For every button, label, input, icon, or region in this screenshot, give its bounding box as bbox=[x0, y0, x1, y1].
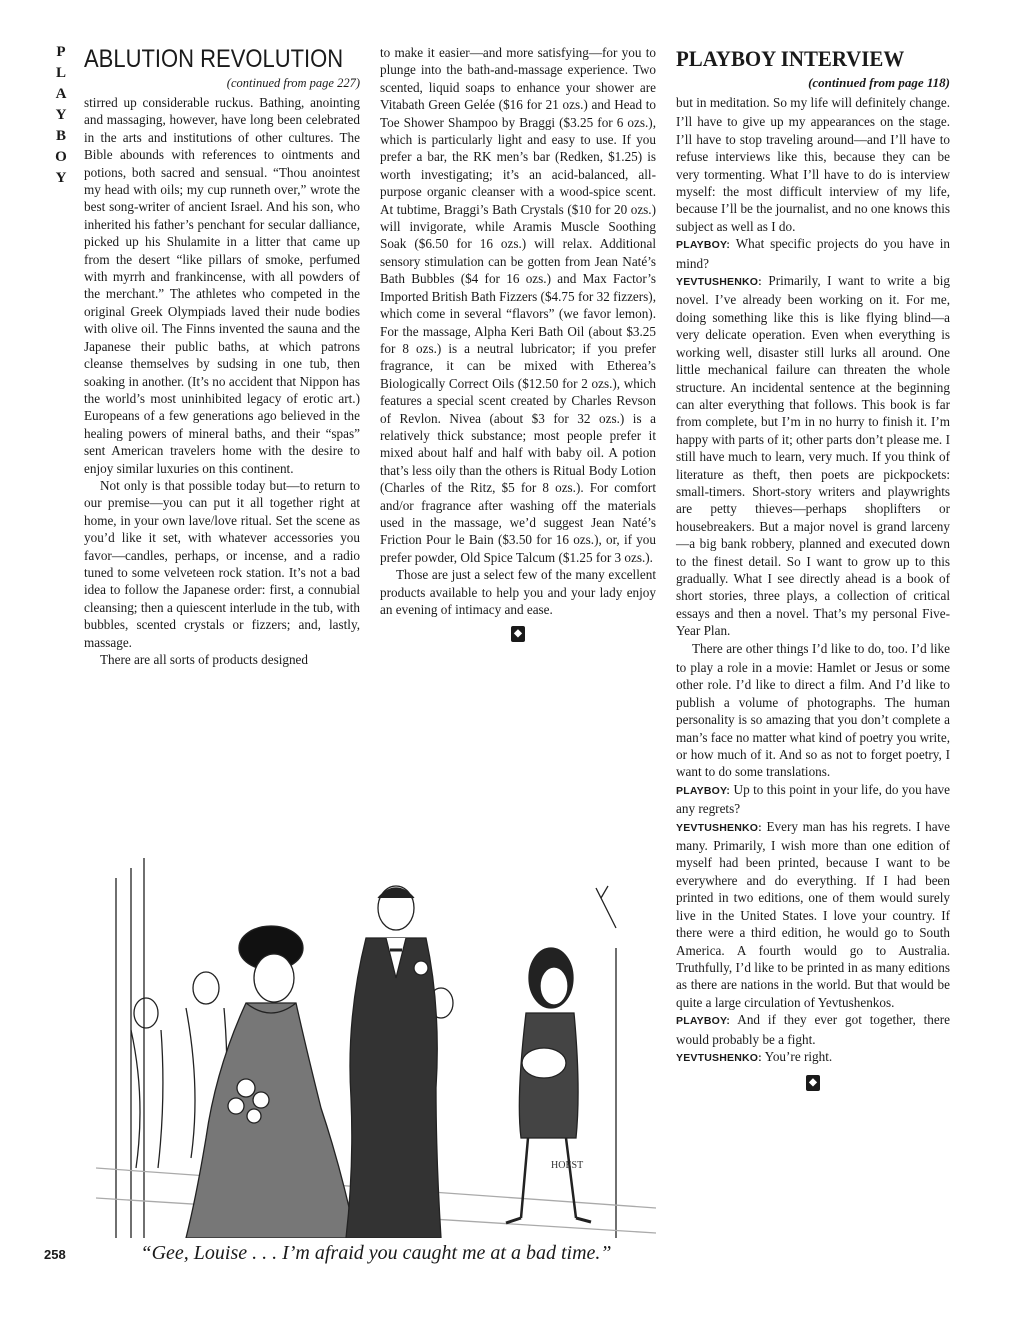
vertical-title-letter: Y bbox=[55, 107, 67, 123]
interview-block bbox=[676, 781, 950, 818]
speaker-label: PLAYBOY: bbox=[676, 1015, 731, 1028]
rabbit-end-mark-icon: ◆ bbox=[806, 1075, 820, 1091]
interview-text: There are other things I’d like to do, too. I’d like to play a role in a movie: Hamlet or Jesus or some other role. I’d like to direct a film. And I’d like to publish a volume of photographs. The human personality is so amazing that you don’t complete a man’s face no matter what kind of poetry you write, or how much of it. And so as not to forget poetry, I want to do some translations. bbox=[676, 640, 950, 780]
vertical-title-letter: P bbox=[56, 44, 66, 60]
interview-text: And if they ever got together, there would probably be a fight. bbox=[676, 1012, 950, 1047]
interview-text: What specific projects do you have in mind? bbox=[676, 236, 950, 271]
article-left-column bbox=[84, 44, 360, 668]
continued-note: (continued from page 118) bbox=[808, 75, 950, 90]
interview-text: Primarily, I want to write a big novel. I’ve already been working on it. For me, doing something like this is like flying blind—a very delicate operation. Even when everything is working well, disaster still lurks all around. One little mechanical failure can threaten the whole structure. An incidental sentence at the beginning can alter everything that follows. This book is far from complete, but I’m in no hurry to finish it. I’m happy with parts of it; other parts don’t please me. I still have much to learn, very much. If you think of literature as theft, then poets are pickpockets: small-timers. Short-story writers and playwrights are petty thieves—perhaps shoplifters or housebreakers. But a major novel is grand larceny—a big bank robbery, planned and executed down to the finest detail. So I want to grow up to this gradually. What I see directly ahead is a book of short stories, three plays, a collection of critical essays and then a novel. That’s my personal Five-Year Plan. bbox=[676, 273, 950, 639]
article-paragraph: Not only is that possible today but—to return to our premise—you can put it all together right at home, in your own lave/love ritual. Set the scene as you’d like it set, with whatever accessories you favor—candles, perhaps, or incense, and a radio tuned to some velveteen rock station. It’s not a bad idea to follow the Japanese order: first, a connubial cleansing; then a quiescent interlude in the tub, with bubbles, scented crystals or fizzers; and, lastly, massage. bbox=[84, 477, 360, 650]
interview-block bbox=[676, 235, 950, 272]
interview-block bbox=[676, 1048, 950, 1067]
vertical-title-letter: B bbox=[55, 128, 66, 144]
continued-note: (continued from page 227) bbox=[226, 76, 360, 90]
interview-headline: PLAYBOY INTERVIEW bbox=[676, 46, 905, 71]
waving-hand bbox=[596, 886, 616, 928]
cartoon-illustration bbox=[96, 838, 656, 1238]
speaker-label: YEVTUSHENKO: bbox=[676, 821, 762, 834]
vertical-magazine-title bbox=[50, 42, 72, 189]
cartoonist-signature: HOEST bbox=[551, 1160, 584, 1171]
boutonniere bbox=[414, 961, 428, 975]
article-middle-column bbox=[380, 44, 656, 642]
interview-block bbox=[676, 1011, 950, 1048]
bride-head bbox=[254, 954, 294, 1002]
interview-text: You’re right. bbox=[764, 1048, 833, 1064]
interview-block bbox=[676, 640, 950, 781]
interview-text: Every man has his regrets. I have many. Primarily, I wish more than one edition of myself had been printed, because I want to be everywhere and do everything. If I had been printed in two editions, one of them would surely live in the United States. I love your country. If there were a third edition, he would go to South America. A fourth would go to Australia. Truthfully, I’d like to be printed in as many editions as there are nations in the world. But that would be quite a large circulation of Yevtushenkos. bbox=[676, 818, 951, 1010]
vertical-title-letter: Y bbox=[55, 170, 67, 186]
speaker-label: YEVTUSHENKO: bbox=[676, 276, 762, 289]
interview-block bbox=[676, 818, 950, 1011]
vertical-title-letter: O bbox=[55, 149, 67, 165]
article-paragraph: Those are just a select few of the many excellent products available to help you and your lady enjoy an evening of intimacy and ease. bbox=[380, 567, 656, 617]
vertical-title-letter: A bbox=[55, 86, 67, 102]
interview-text: but in meditation. So my life will definitely change. I’ll have to give up my appearances on the stage. I’ll have to stop traveling around—and I’ll have to refuse interviews like this, because they can be very tormenting. What I’ll have to do is interview myself: the most difficult interview of my life, because I’ll be the journalist, and no one knows this subject as well as I do. bbox=[676, 95, 950, 234]
interview-block bbox=[676, 272, 950, 640]
speaker-label: PLAYBOY: bbox=[676, 239, 731, 252]
bride-gown bbox=[186, 1003, 356, 1238]
interview-column bbox=[676, 44, 950, 1091]
groom-tuxedo bbox=[346, 938, 441, 1238]
speaker-label: PLAYBOY: bbox=[676, 784, 731, 797]
guest-figure bbox=[193, 972, 219, 1004]
baby-figure bbox=[522, 1048, 566, 1078]
article-paragraph: There are all sorts of products designed bbox=[100, 652, 308, 667]
interview-block bbox=[676, 94, 950, 235]
interview-text: Up to this point in your life, do you have any regrets? bbox=[676, 781, 951, 817]
article-headline: ABLUTION REVOLUTION bbox=[84, 45, 344, 73]
article-paragraph: stirred up considerable ruckus. Bathing, anointing and massaging, however, have long been celebrated in the arts and institutions of other cultures. The Bible abounds with references to ointments and potions, both sacred and sensual. “Thou anointest my head with oils; my cup runneth over,” wrote the best song-writer of ancient Israel. And his son, who inherited his father’s penchant for secular dalliance, picked up his Shulamite in a litter that came up from the desert “like pillars of smoke, perfumed with myrrh and frankincense, with all powders of the merchant.” The athletes who competed in the original Greek Olympiads laved their nude bodies with olive oil. The Finns invented the sauna and the Japanese their public baths, at which patrons cleanse themselves by sudsing in one tub, then soaking in another. (It’s no accident that Nippon has the world’s most uninhibited legacy of erotic art.) Europeans of a few generations ago believed in the healing powers of mineral baths, and their “spas” sent American travelers home with the desire to enjoy similar luxuries on this continent. bbox=[84, 95, 360, 476]
article-paragraph: to make it easier—and more satisfying—for you to plunge into the bath-and-massage experience. Two scented, liquid soaps to enhance your shower are Vitabath Green Gelée ($16 for 21 ozs.) and Head to Toe Shower Shampoo by Braggi ($3.25 for 6 ozs.), which is particularly light and easy to use. If you prefer a bar, the RK men’s bar (Redken, $1.25) is worth investigating; it’s an acid-balanced, all-purpose organic cleanser with a wood-spice scent. At tubtime, Braggi’s Bath Crystals ($10 for 20 ozs.) will invigorate, while Aramis Muscle Soothing Soak ($6.50 for 16 ozs.) will relax. Additional sensory stimulation can be gotten from Jean Naté’s Bath Bubbles ($4 for 16 ozs.) and Max Factor’s Imported British Bath Fizzers ($4.75 for 32 fizzers), which come in several “flavors” (we favor lemon). For the massage, Alpha Keri Bath Oil (about $3.25 for 8 ozs.) is a neutral lubricator; if you prefer fragrance, it can be mixed with Etherea’s Biologically Correct Oils ($12.50 for 2 ozs.), which features a special scent created by Charles Revson of Revlon. Nivea (about $3 for 32 ozs.) is a relatively thick substance; most people prefer it mixed about half and half with baby oil. A potion that’s less oily than the others is Ritual Body Lotion (Charles of the Ritz, $5 for 8 ozs.). For comfort and/or fragrance after washing off the materials used in the massage, we’d suggest Jean Naté’s Friction Pour le Bain ($3.50 for 16 ozs.), or, if you prefer powder, Old Spice Talcum ($1.25 for 3 ozs.). bbox=[380, 45, 656, 565]
page-number: 258 bbox=[44, 1247, 66, 1262]
woman-face bbox=[540, 967, 568, 1005]
vertical-title-letter: L bbox=[55, 65, 66, 81]
cartoon-caption: “Gee, Louise . . . I’m afraid you caught me at a bad time.” bbox=[140, 1242, 612, 1264]
speaker-label: YEVTUSHENKO: bbox=[676, 1051, 762, 1064]
rabbit-end-mark-icon: ◆ bbox=[511, 626, 525, 642]
guest-figure bbox=[134, 998, 158, 1028]
church-pillar bbox=[116, 858, 144, 1238]
